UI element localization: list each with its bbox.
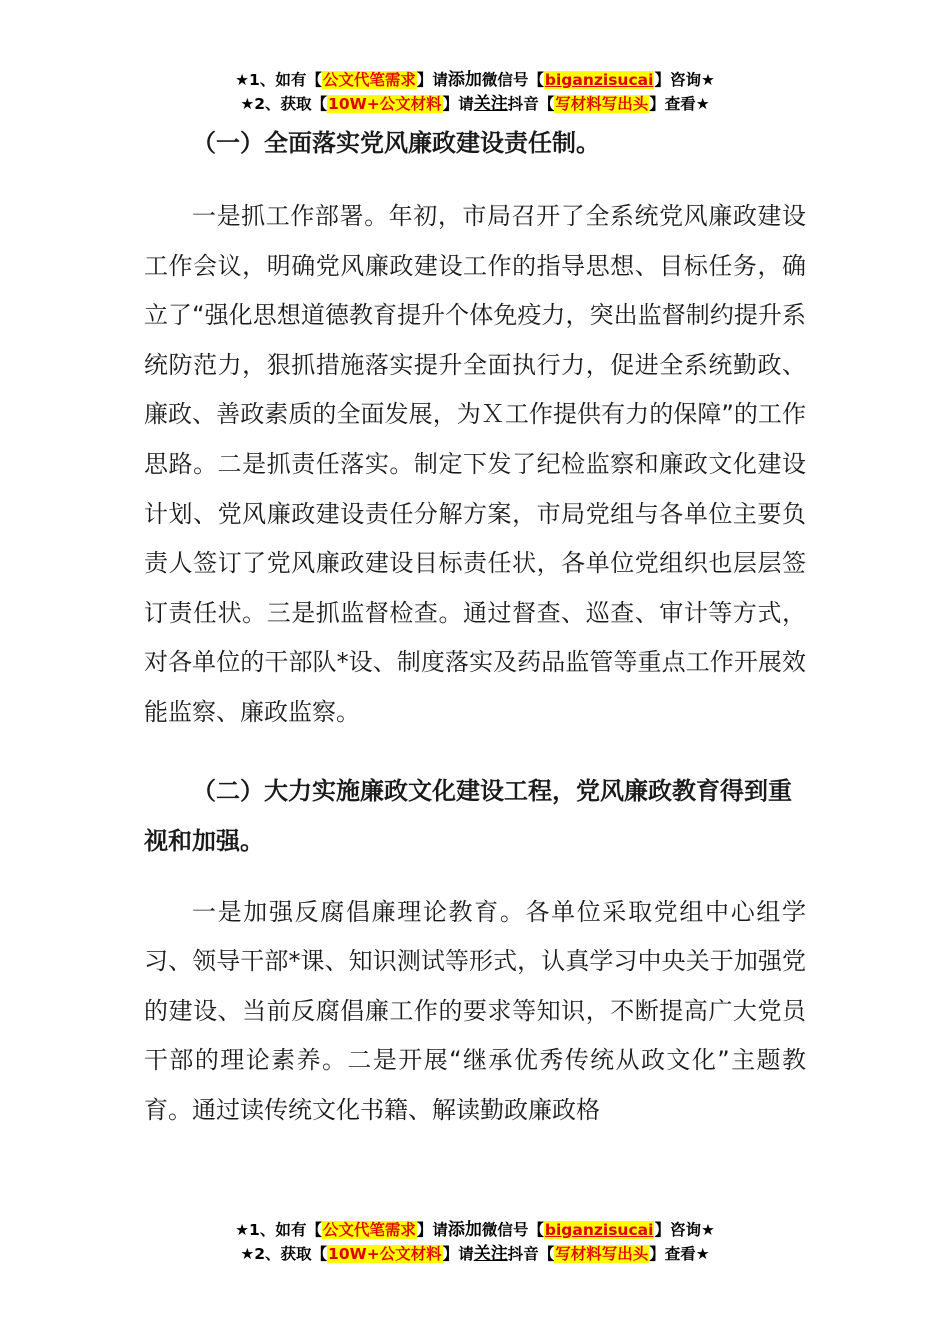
banner-highlight-materials: 10W+公文材料 [328,1245,442,1263]
banner-text: 】咨询★ [654,1221,715,1239]
banner-text: 】请 [442,95,474,113]
banner-text: 】查看★ [649,1245,710,1263]
section-heading-1: （一）全面落实党风廉政建设责任制。 [192,129,600,157]
banner-emphasis: 关注 [473,1244,508,1264]
banner-text: ★1、如有【 [235,1221,322,1239]
banner-text: 微信号【 [481,1221,544,1239]
banner-highlight-douyin: 写材料写出头 [555,95,649,113]
banner-highlight-service: 公文代笔需求 [322,1221,416,1239]
banner-text: ★2、获取【 [240,95,328,113]
header-banner [0,68,950,116]
banner-line-2 [0,1242,950,1266]
banner-text: 抖音【 [507,1245,555,1263]
banner-emphasis: 关注 [473,94,508,114]
document-body [144,118,806,1136]
banner-text: 抖音【 [507,95,555,113]
banner-text: 】请 [416,1221,448,1239]
banner-text: 微信号【 [481,71,544,89]
banner-text: ★2、获取【 [240,1245,328,1263]
banner-emphasis: 添加 [447,1220,482,1240]
banner-text: 】咨询★ [654,71,715,89]
banner-line-1 [0,1218,950,1242]
banner-highlight-materials: 10W+公文材料 [328,95,442,113]
banner-text: ★1、如有【 [235,71,322,89]
footer-banner [0,1218,950,1266]
banner-highlight-wechat-id: biganzisucai [544,71,654,89]
banner-text: 】查看★ [649,95,710,113]
section-paragraph-1: 一是抓工作部署。年初，市局召开了全系统党风廉政建设工作会议，明确党风廉政建设工作的指导思想、目标任务，确立了“强化思想道德教育提升个体免疫力，突出监督制约提升系统防范力，狠抓措施落实提升全面执行力，促进全系统勤政、廉政、善政素质的全面发展，为Ｘ工作提供有力的保障”的工作思路。二是抓责任落实。制定下发了纪检监察和廉政文化建设计划、党风廉政建设责任分解方案，市局党组与各单位主要负责人签订了党风廉政建设目标责任状，各单位党组织也层层签订责任状。三是抓监督检查。通过督查、巡查、审计等方式，对各单位的干部队*设、制度落实及药品监管等重点工作开展效能监察、廉政监察。 [144,202,806,726]
banner-highlight-service: 公文代笔需求 [322,71,416,89]
banner-text: 】请 [416,71,448,89]
banner-highlight-wechat-id: biganzisucai [544,1221,654,1239]
banner-highlight-douyin: 写材料写出头 [555,1245,649,1263]
banner-text: 】请 [442,1245,474,1263]
section-heading-2: （二）大力实施廉政文化建设工程，党风廉政教育得到重视和加强。 [144,776,792,855]
section-paragraph-2: 一是加强反腐倡廉理论教育。各单位采取党组中心组学习、领导干部*课、知识测试等形式，认真学习中央关于加强党的建设、当前反腐倡廉工作的要求等知识，不断提高广大党员干部的理论素养。二是开展“继承优秀传统从政文化”主题教育。通过读传统文化书籍、解读勤政廉政格 [144,897,806,1124]
banner-line-2 [0,92,950,116]
banner-line-1 [0,68,950,92]
banner-emphasis: 添加 [447,70,482,90]
